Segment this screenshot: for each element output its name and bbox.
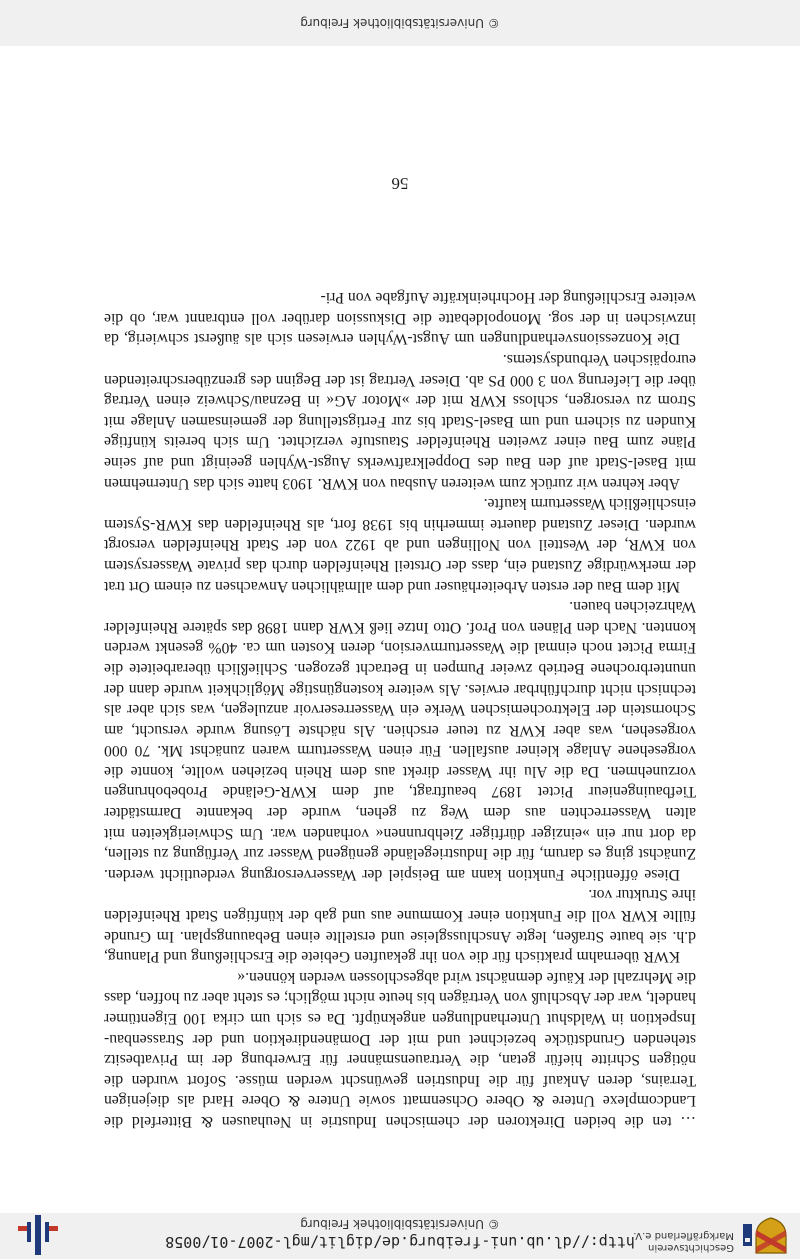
paragraph-4: Mit dem Bau der ersten Arbeiterhäuser und dem allmählichen Anwachsen zu einem Ort trat der merkwürdige Zustand ein, dass der Ortsteil Rheinfelden durch das private Wassersystem von KWR, der Westteil von Nollingen und ab 1922 von der Stadt Rheinfelden versorgt wurden. Dieser Zustand dauerte immerhin bis 1938 fort, als Rheinfelden das KWR-System einschließlich Wasserturm kaufte. [104,495,696,595]
society-line-1: Geschichtsverein [648,1242,734,1253]
copyright-text: © Universitätsbibliothek Freiburg [300,1217,500,1231]
paragraph-5: Aber kehren wir zurück zum weiteren Ausbau von KWR. 1903 hatte sich das Unternehmen mit Basel-Stadt auf den Bau des Doppelkraftwerks Augst-Wyhlen geeinigt und auf seine Pläne zum Bau einer zweiten Rheinfelder Staustufe verzichtet. Um sich bereits künftige Kunden zu sichern und um Basel-Stadt bis zur Fertigstellung der gemeinsamen Anlage mit Strom zu versorgen, schloss KWR mit der »Motor AG« in Beznau/Schweiz einen Vertrag über die Lieferung von 3 000 PS ab. Dieser Vertrag ist der Beginn des grenzüberschreitenden europäischen Verbundsystems. [104,351,696,492]
library-logo [18,1215,58,1255]
paragraph-1: … ten die beiden Direktoren der chemischen Industrie in Neuhausen & Bitterfeld die Landcomplexe Untere & Obere Ochsenmatt sowie Untere & Obere Hard als diejenigen Terrains, deren Ankauf für die Industrien gewünscht werden müsse. Sofort wurden die nötigen Schritte hiefür getan, die Vertrauensmänner für Erwerbung der im Privatbesitz stehenden Grundstücke bezeichnet und mit der Domänendirektion und der Strassenbau-Inspektion in Waldshut Unterhandlungen angeknüpft. Da es sich um cirka 100 Eigentümer handelt, war der Abschluß von Verträgen bis heute nicht möglich; es steht aber zu hoffen, dass die Mehrzahl der Käufe demnächst wird abgeschlossen werden können.« [104,968,696,1130]
paragraph-2: KWR übernahm praktisch für die von ihr gekauften Gebiete die Erschließung und Planung, d.h. sie baute Straßen, legte Anschlussgleise und erstellte einen Bebauungsplan. Im Grunde füllte KWR voll die Funktion einer Kommune aus und gab der künftigen Stadt Rheinfelden ihre Struktur vor. [104,886,696,966]
header-banner [0,1213,800,1259]
paragraph-3: Diese öffentliche Funktion kann am Beispiel der Wasserversorgung verdeutlicht werden. Zunächst ging es darum, für die Industriegelände genügend Wasser zur Verfügung zu stellen, da dort nur ein »einziger dürftiger Ziehbrunnen« vorhanden war. Um Schwierigkeiten mit alten Wasserrechten aus dem Weg zu gehen, wurde der bekannte Darmstädter Tiefbauingenieur Pictet 1897 beauftragt, auf dem KWR-Gelände Probebohrungen vorzunehmen. Da die Alu ihr Wasser direkt aus dem Rhein beziehen wollte, konnte die vorgesehene Anlage kleiner ausfallen. Für einen Wasserturm waren zunächst Mk. 70 000 vorgesehen, was aber KWR zu teuer erschien. Als nächste Lösung wurde versucht, am Schornstein der Elektrochemischen Werke ein Wasserreservoir anzulegen, was sich aber als technisch nicht durchführbar erwies. Als weitere kostengünstige Möglichkeit wurde dann der ununterbrochene Betrieb zweier Pumpen in Betracht gezogen. Schließlich überarbeitete die Firma Pictet noch einmal die Wasserturmversion, deren Kosten um ca. 40% gesenkt werden konnten. Nach den Plänen von Prof. Otto Intze ließ KWR dann 1898 das spätere Rheinfelder Wahrzeichen bauen. [104,598,696,883]
footer-copyright-text: © Universitätsbibliothek Freiburg [300,16,500,30]
source-url-link[interactable]: http://dl.ub.uni-freiburg.de/diglit/mgl-2007-01/0058 [165,1233,635,1251]
page-body [104,287,696,1131]
page-number: 56 [391,174,409,193]
society-line-2: Markgräflerland e.V. [633,1230,734,1241]
library-logo-icon [18,1215,58,1255]
paragraph-6: Die Konzessionsverhandlungen um Augst-Wyhlen erwiesen sich als äußerst schwierig, da inzwischen in der sog. Monopoldebatte die Diskussion darüber voll entbrannt war, ob die weitere Erschließung der Hochrheinkräfte Aufgabe von Pri- [104,289,696,348]
footer-banner [0,0,800,46]
